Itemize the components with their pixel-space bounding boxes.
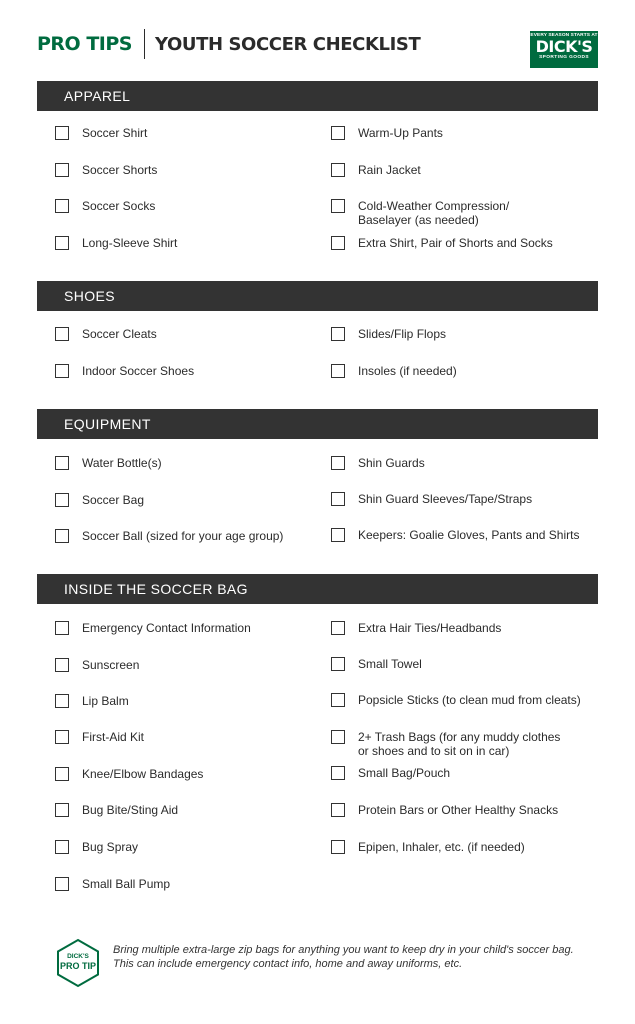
section-header-inside-bag bbox=[37, 574, 598, 604]
checklist-item[interactable] bbox=[331, 840, 525, 854]
checkbox[interactable] bbox=[331, 766, 345, 780]
section-title: APPAREL bbox=[64, 88, 131, 104]
checkbox[interactable] bbox=[55, 803, 69, 817]
item-label: Soccer Cleats bbox=[82, 327, 157, 341]
item-label: Keepers: Goalie Gloves, Pants and Shirts bbox=[358, 528, 580, 542]
checklist-item[interactable] bbox=[331, 364, 457, 378]
item-label: Bug Bite/Sting Aid bbox=[82, 803, 179, 817]
checklist-item[interactable] bbox=[55, 163, 157, 177]
item-label: Popsicle Sticks (to clean mud from cleats) bbox=[358, 693, 581, 707]
logo-subname: SPORTING GOODS bbox=[539, 55, 589, 60]
item-label: Extra Shirt, Pair of Shorts and Socks bbox=[358, 236, 553, 250]
item-label: Epipen, Inhaler, etc. (if needed) bbox=[358, 840, 525, 854]
item-label: Small Ball Pump bbox=[82, 877, 171, 891]
checkbox[interactable] bbox=[331, 126, 345, 140]
checklist-item[interactable] bbox=[331, 236, 553, 250]
page-title: YOUTH SOCCER CHECKLIST bbox=[154, 33, 421, 55]
checkbox[interactable] bbox=[55, 529, 69, 543]
checklist-item[interactable] bbox=[55, 199, 155, 213]
badge-line1: DICK'S bbox=[67, 953, 89, 960]
header-divider bbox=[144, 29, 145, 59]
section-header-equipment bbox=[37, 409, 598, 439]
item-label: Cold-Weather Compression/ Baselayer (as needed) bbox=[358, 199, 510, 227]
pro-tips-label: PRO TIPS bbox=[37, 33, 132, 55]
item-label: Protein Bars or Other Healthy Snacks bbox=[358, 803, 559, 817]
item-label: Insoles (if needed) bbox=[358, 364, 457, 378]
checklist-item[interactable] bbox=[331, 621, 501, 635]
checkbox[interactable] bbox=[331, 327, 345, 341]
checklist-item[interactable] bbox=[55, 327, 157, 341]
checkbox[interactable] bbox=[55, 730, 69, 744]
item-label: Small Bag/Pouch bbox=[358, 766, 451, 780]
checklist-item[interactable] bbox=[55, 621, 251, 635]
checklist-item[interactable] bbox=[55, 840, 138, 854]
checkbox[interactable] bbox=[331, 803, 345, 817]
checklist-item[interactable] bbox=[331, 199, 509, 227]
checkbox[interactable] bbox=[55, 199, 69, 213]
checkbox[interactable] bbox=[331, 730, 345, 744]
checkbox[interactable] bbox=[55, 877, 69, 891]
checkbox[interactable] bbox=[331, 840, 345, 854]
page-header bbox=[37, 28, 420, 60]
checkbox[interactable] bbox=[55, 327, 69, 341]
checkbox[interactable] bbox=[55, 126, 69, 140]
section-header-apparel bbox=[37, 81, 598, 111]
item-label: Soccer Shirt bbox=[82, 126, 148, 140]
checklist-item[interactable] bbox=[55, 730, 144, 744]
item-label: Emergency Contact Information bbox=[82, 621, 251, 635]
checkbox[interactable] bbox=[55, 694, 69, 708]
checklist-item[interactable] bbox=[55, 803, 178, 817]
checklist-item[interactable] bbox=[55, 529, 283, 543]
checklist-item[interactable] bbox=[55, 694, 129, 708]
checkbox[interactable] bbox=[331, 657, 345, 671]
logo-name: DICK'S bbox=[535, 37, 593, 56]
item-label: Extra Hair Ties/Headbands bbox=[358, 621, 502, 635]
checklist-item[interactable] bbox=[55, 456, 162, 470]
checkbox[interactable] bbox=[55, 621, 69, 635]
item-label: Shin Guards bbox=[358, 456, 425, 470]
checkbox[interactable] bbox=[331, 163, 345, 177]
item-label: Indoor Soccer Shoes bbox=[82, 364, 195, 378]
item-label: Sunscreen bbox=[82, 658, 140, 672]
checkbox[interactable] bbox=[55, 163, 69, 177]
dicks-logo bbox=[530, 31, 598, 68]
item-label: Long-Sleeve Shirt bbox=[82, 236, 178, 250]
checkbox[interactable] bbox=[331, 621, 345, 635]
item-label: Water Bottle(s) bbox=[82, 456, 162, 470]
item-label: Knee/Elbow Bandages bbox=[82, 767, 204, 781]
item-label: Soccer Bag bbox=[82, 493, 145, 507]
checklist-item[interactable] bbox=[331, 766, 450, 780]
checklist-item[interactable] bbox=[55, 877, 170, 891]
checkbox[interactable] bbox=[331, 456, 345, 470]
checklist-item[interactable] bbox=[331, 730, 560, 758]
section-header-shoes bbox=[37, 281, 598, 311]
checkbox[interactable] bbox=[55, 767, 69, 781]
checklist-item[interactable] bbox=[331, 657, 422, 671]
checklist-item[interactable] bbox=[55, 493, 144, 507]
checkbox[interactable] bbox=[331, 364, 345, 378]
item-label: 2+ Trash Bags (for any muddy clothes or shoes and to sit on in car) bbox=[358, 730, 561, 758]
checkbox[interactable] bbox=[331, 492, 345, 506]
item-label: Warm-Up Pants bbox=[358, 126, 443, 140]
checklist-item[interactable] bbox=[331, 693, 581, 707]
item-label: Rain Jacket bbox=[358, 163, 421, 177]
logo-tagline: EVERY SEASON STARTS AT bbox=[530, 33, 598, 38]
item-label: Shin Guard Sleeves/Tape/Straps bbox=[358, 492, 533, 506]
item-label: Slides/Flip Flops bbox=[358, 327, 447, 341]
section-title: SHOES bbox=[64, 288, 116, 304]
checklist-item[interactable] bbox=[55, 236, 177, 250]
checklist-item[interactable] bbox=[331, 126, 443, 140]
checklist-item[interactable] bbox=[331, 803, 558, 817]
checklist-item[interactable] bbox=[55, 767, 203, 781]
section-title: INSIDE THE SOCCER BAG bbox=[64, 581, 248, 597]
item-label: Small Towel bbox=[358, 657, 422, 671]
checkbox[interactable] bbox=[55, 456, 69, 470]
checkbox[interactable] bbox=[331, 693, 345, 707]
checkbox[interactable] bbox=[55, 493, 69, 507]
pro-tip-badge-icon bbox=[53, 938, 103, 988]
item-label: First-Aid Kit bbox=[82, 730, 145, 744]
pro-tip-text: Bring multiple extra-large zip bags for anything you want to keep dry in your child's soccer bag. This can include emergency contact info, home and away uniforms, etc. bbox=[113, 944, 574, 970]
checkbox[interactable] bbox=[331, 236, 345, 250]
checklist-item[interactable] bbox=[55, 126, 147, 140]
item-label: Bug Spray bbox=[82, 840, 139, 854]
badge-line2: PRO TIP bbox=[59, 961, 96, 971]
item-label: Soccer Shorts bbox=[82, 163, 158, 177]
checklist-item[interactable] bbox=[331, 528, 579, 542]
checklist-item[interactable] bbox=[55, 364, 194, 378]
checkbox[interactable] bbox=[55, 840, 69, 854]
checkbox[interactable] bbox=[331, 199, 345, 213]
checkbox[interactable] bbox=[55, 658, 69, 672]
checkbox[interactable] bbox=[55, 364, 69, 378]
checklist-item[interactable] bbox=[331, 492, 532, 506]
checkbox[interactable] bbox=[331, 528, 345, 542]
item-label: Soccer Ball (sized for your age group) bbox=[82, 529, 284, 543]
item-label: Soccer Socks bbox=[82, 199, 156, 213]
checklist-item[interactable] bbox=[331, 163, 421, 177]
item-label: Lip Balm bbox=[82, 694, 129, 708]
checkbox[interactable] bbox=[55, 236, 69, 250]
section-title: EQUIPMENT bbox=[64, 416, 151, 432]
checklist-item[interactable] bbox=[55, 658, 139, 672]
checklist-item[interactable] bbox=[331, 456, 425, 470]
checklist-item[interactable] bbox=[331, 327, 446, 341]
